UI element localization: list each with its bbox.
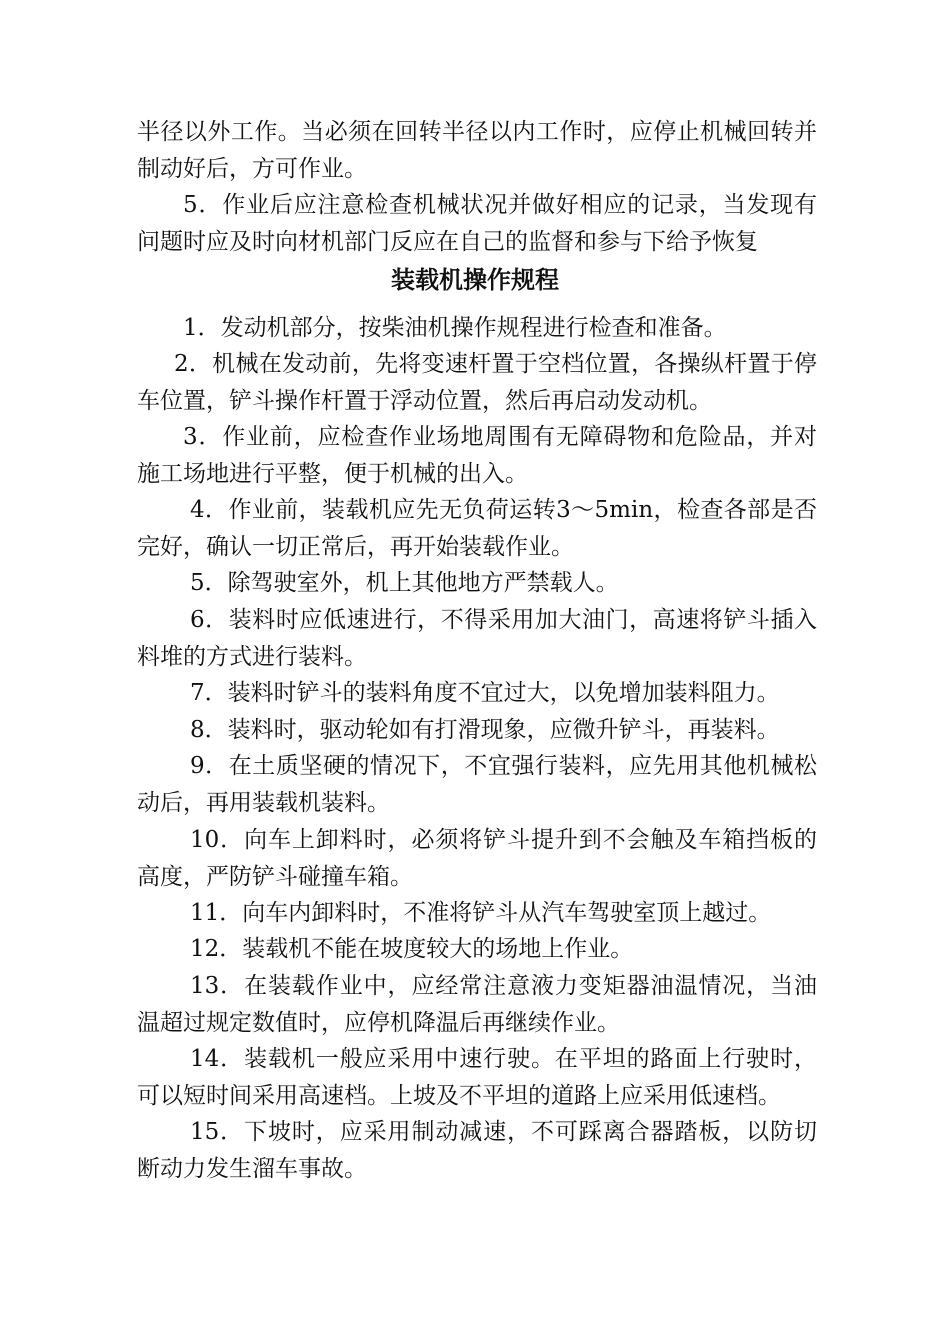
- list-item-13: 13．在装载作业中，应经常注意液力变矩器油温情况，当油温超过规定数值时，应停机降温后再继续作业。: [137, 973, 817, 1036]
- list-item-14: 14．装载机一般应采用中速行驶。在平坦的路面上行驶时，可以短时间采用高速档。上坡及不平坦的道路上应采用低速档。: [137, 1046, 817, 1109]
- list-item-15: 15．下坡时，应采用制动减速，不可踩离合器踏板，以防切断动力发生溜车事故。: [137, 1119, 817, 1182]
- list-item-9: 9．在土质坚硬的情况下，不宜强行装料，应先用其他机械松动后，再用装载机装料。: [137, 753, 817, 816]
- list-item-2: 2．机械在发动前，先将变速杆置于空档位置，各操纵杆置于停车位置，铲斗操作杆置于浮动位置，然后再启动发动机。: [137, 351, 817, 414]
- section-title: 装载机操作规程: [391, 266, 559, 294]
- list-item-5: 5．除驾驶室外，机上其他地方严禁载人。: [190, 570, 619, 596]
- paragraph-continued: 半径以外工作。当必须在回转半径以内工作时，应停止机械回转并制动好后，方可作业。: [137, 119, 817, 182]
- list-item-1: 1．发动机部分，按柴油机操作规程进行检查和准备。: [183, 315, 727, 341]
- list-item-10: 10．向车上卸料时，必须将铲斗提升到不会触及车箱挡板的高度，严防铲斗碰撞车箱。: [137, 827, 817, 890]
- list-item-8: 8．装料时，驱动轮如有打滑现象，应微升铲斗，再装料。: [190, 717, 780, 743]
- list-item-4: 4．作业前，装载机应先无负荷运转3～5min，检查各部是否完好，确认一切正常后，再开始装载作业。: [137, 497, 817, 560]
- list-item-7: 7．装料时铲斗的装料角度不宜过大，以免增加装料阻力。: [190, 680, 780, 706]
- list-item-3: 3．作业前，应检查作业场地周围有无障碍物和危险品，并对施工场地进行平整，便于机械的出入。: [137, 424, 817, 487]
- list-item-11: 11．向车内卸料时，不准将铲斗从汽车驾驶室顶上越过。: [190, 900, 772, 926]
- paragraph-item-5-previous: 5．作业后应注意检查机械状况并做好相应的记录，当发现有问题时应及时向材机部门反应在自己的监督和参与下给予恢复: [137, 192, 817, 255]
- list-item-12: 12．装载机不能在坡度较大的场地上作业。: [190, 936, 634, 962]
- list-item-6: 6．装料时应低速进行，不得采用加大油门，高速将铲斗插入料堆的方式进行装料。: [137, 607, 817, 670]
